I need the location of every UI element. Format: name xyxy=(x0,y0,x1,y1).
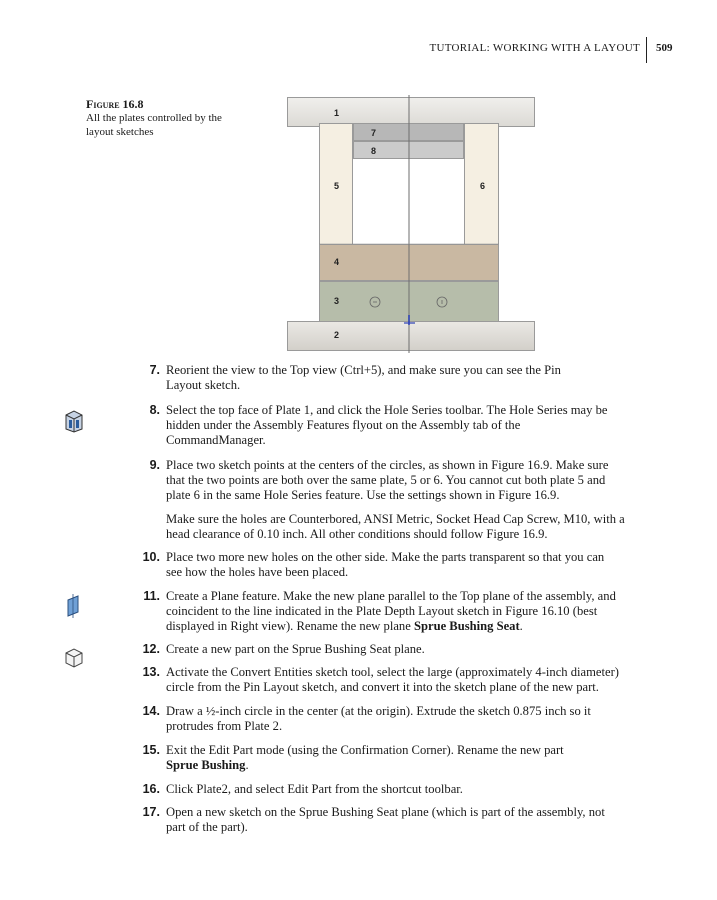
step-line-text: displayed in Right view). Rename the new plane xyxy=(166,619,414,633)
step-line: CommandManager. xyxy=(166,433,266,447)
step-line: protrudes from Plate 2. xyxy=(166,719,283,733)
step-line: Place two sketch points at the centers of the circles, as shown in Figure 16.9. Make sure xyxy=(166,458,609,472)
step-text xyxy=(166,805,656,835)
origin-icon xyxy=(404,315,415,325)
hole-series-icon xyxy=(63,409,85,433)
step-line: Reorient the view to the Top view (Ctrl+5), and make sure you can see the Pin xyxy=(166,363,561,377)
figure-caption xyxy=(86,97,226,139)
new-part-icon xyxy=(63,646,85,670)
step-text xyxy=(166,363,656,393)
step-line: circle from the Pin Layout sketch, and convert it into the sketch plane of the new part. xyxy=(166,680,599,694)
step-number: 13. xyxy=(142,665,160,679)
punctuation: . xyxy=(519,619,523,633)
step-line: that the two points are both over the same plate, 5 or 6. You cannot cut both plate 5 and xyxy=(166,473,606,487)
plate-label-3: 3 xyxy=(334,296,340,306)
plate-label-1: 1 xyxy=(334,108,340,118)
header-divider xyxy=(646,37,647,63)
step-text xyxy=(166,665,656,695)
step-line xyxy=(166,619,656,634)
step-number: 17. xyxy=(142,805,160,819)
figure-caption-text: All the plates controlled by the layout sketches xyxy=(86,112,222,138)
step-line: Layout sketch. xyxy=(166,378,241,392)
step-line: Activate the Convert Entities sketch tool, select the large (approximately 4-inch diameter) xyxy=(166,665,619,679)
step-line: Exit the Edit Part mode (using the Confirmation Corner). Rename the new part xyxy=(166,743,564,757)
step-line: see how the holes have been placed. xyxy=(166,565,349,579)
step-line: Make sure the holes are Counterbored, ANSI Metric, Socket Head Cap Screw, M10, with a xyxy=(166,512,625,526)
step-line: hidden under the Assembly Features flyout on the Assembly tab of the xyxy=(166,418,521,432)
step-line: Select the top face of Plate 1, and click the Hole Series toolbar. The Hole Series may be xyxy=(166,403,608,417)
plates-figure xyxy=(285,95,537,353)
step-line: Place two more new holes on the other side. Make the parts transparent so that you can xyxy=(166,550,605,564)
step-number: 16. xyxy=(142,782,160,796)
step-line: plate 6 in the same Hole Series feature. Use the settings shown in Figure 16.9. xyxy=(166,488,560,502)
step-number: 14. xyxy=(142,704,160,718)
chapter-title: TUTORIAL: WORKING WITH A LAYOUT xyxy=(429,42,640,54)
step-line: Create a Plane feature. Make the new plane parallel to the Top plane of the assembly, and xyxy=(166,589,616,603)
plate-label-7: 7 xyxy=(371,128,377,138)
step-number: 11. xyxy=(143,589,160,603)
step-line: Draw a ½-inch circle in the center (at the origin). Extrude the sketch 0.875 inch so it xyxy=(166,704,591,718)
plane-icon xyxy=(63,594,85,618)
step-text xyxy=(166,512,656,542)
step-line xyxy=(166,758,656,773)
step-text xyxy=(166,550,656,580)
step-line: Open a new sketch on the Sprue Bushing Seat plane (which is part of the assembly, not xyxy=(166,805,605,819)
step-line: Click Plate2, and select Edit Part from the shortcut toolbar. xyxy=(166,782,463,796)
step-line: Create a new part on the Sprue Bushing Seat plane. xyxy=(166,642,425,656)
step-number: 7. xyxy=(149,363,160,377)
hole-marker-left xyxy=(370,297,380,307)
step-text xyxy=(166,782,656,797)
step-number: 10. xyxy=(142,550,160,564)
hole-marker-right xyxy=(437,297,447,307)
step-text xyxy=(166,589,656,634)
plate-label-4: 4 xyxy=(334,257,340,267)
plate-label-6: 6 xyxy=(480,181,486,191)
step-number: 15. xyxy=(142,743,160,757)
step-text xyxy=(166,743,656,773)
step-text xyxy=(166,704,656,734)
step-text xyxy=(166,642,656,657)
figure-label: Figure 16.8 xyxy=(86,97,144,111)
plate-label-2: 2 xyxy=(334,330,340,340)
plate-label-8: 8 xyxy=(371,146,377,156)
plate-label-5: 5 xyxy=(334,181,340,191)
step-number: 9. xyxy=(149,458,160,472)
step-text xyxy=(166,458,656,503)
punctuation: . xyxy=(245,758,249,772)
plane-name: Sprue Bushing Seat xyxy=(413,619,520,633)
step-number: 8. xyxy=(149,403,160,417)
step-line: coincident to the line indicated in the Plate Depth Layout sketch in Figure 16.10 (best xyxy=(166,604,598,618)
part-name: Sprue Bushing xyxy=(166,758,246,772)
sketch-overlay xyxy=(285,95,537,353)
page-number: 509 xyxy=(656,42,673,54)
step-line: part of the part). xyxy=(166,820,248,834)
running-header xyxy=(0,37,717,63)
step-text xyxy=(166,403,656,448)
step-line: head clearance of 0.10 inch. All other conditions should follow Figure 16.9. xyxy=(166,527,548,541)
step-number: 12. xyxy=(142,642,160,656)
